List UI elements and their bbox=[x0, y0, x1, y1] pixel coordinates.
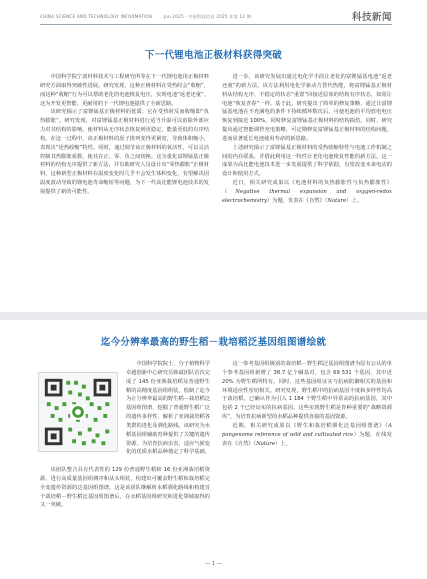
article2-paragraph: 中国科学院院士、分子植物科学卓越创新中心研究员韩斌团队首次完成了 145 份亚洲栽培稻及普通野生稻的高精度基因组组装，绘制了迄今为止分辨率最高的野生稻－栽培稻泛基因组图谱，挖掘了普通野生稻广泛的遗传多样性，解析了亚洲栽培稻各类群的进化及驯化路线。该研究为水稻基因组辅助育种提供了关键的遗传资源，为培育抗病虫害、适应气候变化的优质水稻品种奠定了科学基础。 bbox=[126, 361, 210, 456]
article2-left-lower bbox=[40, 466, 210, 510]
article1-left-column bbox=[40, 73, 209, 197]
article1-en-title: Negative thermal expansion and oxygen-redox electrochemistry bbox=[222, 188, 392, 204]
article2-citation: 近期，相关研究成果以《野生和栽培稻驯化泛基因组图谱》（A pangenome reference of wild and cultivated rice）为题，在线发表在《自然》（Nature）上。 bbox=[222, 422, 392, 447]
journal-name: CHINA SCIENCE AND TECHNOLOGY INFORMATION bbox=[40, 14, 153, 19]
article1-journal: Nature bbox=[327, 197, 347, 204]
header-rule bbox=[40, 24, 392, 25]
qr-code bbox=[38, 372, 118, 452]
section-label: 科技新闻 bbox=[351, 12, 392, 23]
section-divider bbox=[0, 312, 427, 320]
issue-info: Jun.2025 · 中国科技信息 2025 年第 12 期 bbox=[163, 14, 252, 19]
article1-paragraph: 上述研究揭示了富锂锰基正极材料的受热收缩特性与电池工作机制之间的内在联系，并借此利用这一特性让老化电池恢复性能的新方法。这一成果为高比能电池技术进一步发展提供了科学依据，有望改变未来电动的设计和使用方式。 bbox=[222, 144, 392, 178]
article1-citation: 近日，相关研究成果以《电池材料的负热膨胀性与负热膨胀性》（Negative thermal expansion and oxygen-redox electrochemistry）为题，发表在《自然》（Nature）上。 bbox=[222, 180, 392, 204]
running-header bbox=[40, 14, 261, 20]
article1-paragraph: 中国科学院宁波材料技术与工程研究所等在下一代锂电池用正极材料研究方面取得突破性进展。研究发现，这种正极材料在受热时会“收缩”，而这种“收缩”行为可以帮助老化的电池恢复电压，实现电池“返老还童”。这为开发更智能、更耐用的下一代锂电池提供了全新思路。 bbox=[40, 74, 209, 107]
article2-en-title: A pangenome reference of wild and cultivated rice bbox=[222, 422, 392, 438]
qr-code-icon bbox=[39, 373, 117, 451]
article2-right-column bbox=[222, 360, 392, 448]
article1-right-column bbox=[222, 73, 392, 206]
article2-journal: Nature bbox=[256, 440, 275, 447]
article2-title: 迄今分辨率最高的野生稻－栽培稻泛基因组图谱绘就 bbox=[100, 337, 327, 348]
article2-paragraph: 这一参考基因组级别的栽培稻－野生稻泛基因组图谱为原有公认的单个参考基因组新增了 38.7 亿个碱基对，包含 69 531 个基因，其中近 20% 为野生稻所特有。同时，这些基因组证实与抗病防御相关的基因和环境适应性密切相关。研究发现，野生稻中的抗病基因丰度和多样性均高于栽培稻。已确认作为引入 1 184 个野生稻中异常高的抗病基因，其中包括 2 个已经证实的抗病基因。这些实现野生稻是育种重要的“战略资源库”，为培育抗病新型的水稻品种提供直接的基因资源。 bbox=[222, 361, 392, 421]
article1-paragraph: 进一步，该研究发展出通过电化学手段让老化的富锂锰基电池“返老还童”的新方法。该方法利用电化学驱动力替代热能，将富锂锰基正极材料从结构无序、不稳定的状态“重置”回接近原始的结构有序状态，如同让电池“恢复青春”一样。基于此，研究提出了简单的修复策略，通过让富锂锰基电池在不充满电的条件下持续循环数次后，可使电池的平均放电电压恢复到接近 100%，同时修复富锂锰基正极材料的结构损伤。同时，研究提出通过智能调控充电策略，可定期修复富锂锰基正极材料的结构问题，进而显著延长电池使用寿命的新思路。 bbox=[222, 74, 392, 142]
page-number: — 1 — bbox=[205, 561, 222, 567]
article2-left-upper bbox=[126, 360, 210, 457]
article1-paragraph: 该研究揭示了富锂锰基正极材料的优质：它在受热时反而收缩即“负热膨胀”。研究发现，对富锂锰基正极材料进行适当升温可以消除外部应力对其结构的影响，使材料从无序状态恢复到更稳定、能量更低的有序结构。在这一过程中，该正极材料的原子排列变得更紧密，导致体积缩小，表现出“逆热收缩”特性。同时，通过调节该正极材料的氧活性，可以灵活控制其热膨胀系数，使其在正、零、负之间切换。这为量化富锂锰基正极材料的结构无序提供了新方法，并有助研究人员设计出“零热膨胀”正极材料，这种新型正极材料在温度变化时几乎不会发生体积变化，有望解决因温度波动导致的锂电池寿命缩短等问题，为下一代高比能锂电池技术的发展提供了新的可能性。 bbox=[40, 109, 209, 195]
article2-paragraph: 该团队整合具有代表性的 129 份普通野生稻和 16 份亚洲栽培稻资源，进行高质量基因组测序和从头组装，构建出可覆盖野生稻和栽培稻完全变遗传资源的泛基因组图谱。这是该团队继解析水稻驯化路线和构建首个栽培稻－野生稻泛基因组图谱后，在水稻基因组研究和进化领域取得的又一突破。 bbox=[40, 467, 210, 509]
article1-title: 下一代锂电池正极材料获得突破 bbox=[144, 50, 283, 61]
